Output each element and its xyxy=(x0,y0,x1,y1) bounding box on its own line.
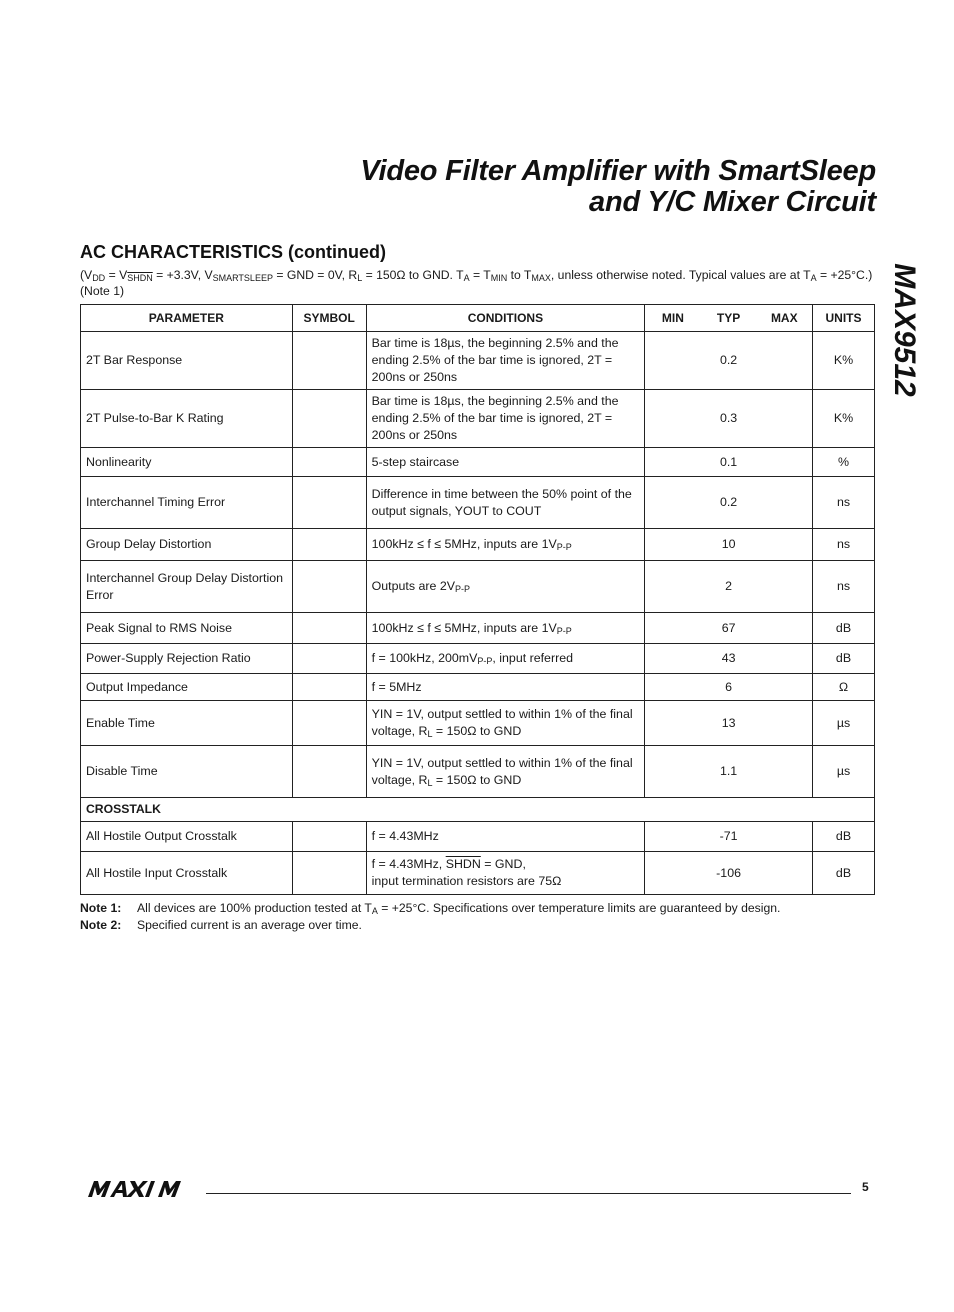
row-parameter: Interchannel Timing Error xyxy=(81,477,293,529)
header-max: MAX xyxy=(757,305,813,332)
row-parameter: 2T Bar Response xyxy=(81,332,293,390)
side-part-label: MAX9512 xyxy=(888,263,921,397)
footer-divider xyxy=(206,1193,851,1194)
row-symbol xyxy=(292,529,366,561)
header-conditions: CONDITIONS xyxy=(366,305,645,332)
row-symbol xyxy=(292,561,366,613)
row-units: K% xyxy=(813,332,875,390)
row-conditions: Bar time is 18µs, the beginning 2.5% and the ending 2.5% of the bar time is ignored, 2T = 200ns or 250ns xyxy=(366,390,645,448)
row-symbol xyxy=(292,613,366,644)
table-row xyxy=(81,448,875,477)
row-symbol xyxy=(292,644,366,674)
row-symbol xyxy=(292,701,366,746)
row-symbol xyxy=(292,332,366,390)
row-typ: 67 xyxy=(645,613,813,644)
table-header-row xyxy=(81,305,875,332)
row-typ: -106 xyxy=(645,852,813,895)
maxim-logo-icon xyxy=(84,1180,196,1198)
row-conditions: f = 4.43MHz, SHDN = GND, input termination resistors are 75Ω xyxy=(366,852,645,895)
row-parameter: Nonlinearity xyxy=(81,448,293,477)
row-typ: -71 xyxy=(645,822,813,852)
table-row xyxy=(81,746,875,798)
crosstalk-section-row xyxy=(81,798,875,822)
row-conditions: 100kHz ≤ f ≤ 5MHz, inputs are $1V_{P-P}$ xyxy=(366,529,645,561)
header-min: MIN xyxy=(645,305,701,332)
header-units: UNITS xyxy=(813,305,875,332)
row-typ: 0.3 xyxy=(645,390,813,448)
row-typ: 1.1 xyxy=(645,746,813,798)
row-units: ns xyxy=(813,477,875,529)
row-parameter: Interchannel Group Delay Distortion Error xyxy=(81,561,293,613)
row-conditions: f = 5MHz xyxy=(366,674,645,701)
row-units: ns xyxy=(813,529,875,561)
row-units: dB xyxy=(813,852,875,895)
row-symbol xyxy=(292,822,366,852)
row-parameter: All Hostile Output Crosstalk xyxy=(81,822,293,852)
table-row xyxy=(81,701,875,746)
row-parameter: Power-Supply Rejection Ratio xyxy=(81,644,293,674)
table-row xyxy=(81,644,875,674)
header-symbol: SYMBOL xyxy=(292,305,366,332)
note-2: Note 2: Specified current is an average over time. xyxy=(80,918,362,932)
row-units: dB xyxy=(813,822,875,852)
row-units: ns xyxy=(813,561,875,613)
row-symbol xyxy=(292,390,366,448)
table-row xyxy=(81,674,875,701)
header-typ: TYP xyxy=(701,305,757,332)
row-parameter: Peak Signal to RMS Noise xyxy=(81,613,293,644)
side-part-number xyxy=(884,250,924,410)
row-symbol xyxy=(292,448,366,477)
row-typ: 10 xyxy=(645,529,813,561)
row-conditions: 5-step staircase xyxy=(366,448,645,477)
section-heading: AC CHARACTERISTICS (continued) xyxy=(80,242,386,262)
row-units: dB xyxy=(813,644,875,674)
row-conditions: Bar time is 18µs, the beginning 2.5% and the ending 2.5% of the bar time is ignored, 2T = 200ns or 250ns xyxy=(366,332,645,390)
row-conditions: f = 4.43MHz xyxy=(366,822,645,852)
document-title xyxy=(360,156,876,218)
header-parameter: PARAMETER xyxy=(81,305,293,332)
row-typ: 0.1 xyxy=(645,448,813,477)
table-row xyxy=(81,852,875,895)
ac-characteristics-table xyxy=(80,304,875,895)
row-parameter: Group Delay Distortion xyxy=(81,529,293,561)
title-line-2: and Y/C Mixer Circuit xyxy=(589,186,876,218)
crosstalk-heading: CROSSTALK xyxy=(81,798,875,822)
row-parameter: 2T Pulse-to-Bar K Rating xyxy=(81,390,293,448)
row-units: K% xyxy=(813,390,875,448)
row-typ: 6 xyxy=(645,674,813,701)
row-symbol xyxy=(292,852,366,895)
note-1: Note 1: All devices are 100% production tested at $T_A = +25^\circ C$. Specifications over temperature limits are guaranteed by design. xyxy=(80,901,781,916)
row-units: µs xyxy=(813,746,875,798)
table-row xyxy=(81,529,875,561)
title-line-1: Video Filter Amplifier with SmartSleep xyxy=(360,155,876,187)
table-row xyxy=(81,390,875,448)
row-conditions: 100kHz ≤ f ≤ 5MHz, inputs are $1V_{P-P}$ xyxy=(366,613,645,644)
table-row xyxy=(81,822,875,852)
row-units: dB xyxy=(813,613,875,644)
row-parameter: Disable Time xyxy=(81,746,293,798)
row-parameter: All Hostile Input Crosstalk xyxy=(81,852,293,895)
row-symbol xyxy=(292,674,366,701)
row-conditions: f = 100kHz, $200mV_{P-P}$, input referred xyxy=(366,644,645,674)
row-symbol xyxy=(292,477,366,529)
table-row xyxy=(81,332,875,390)
test-conditions: ($V_{DD} = V_{SHDN} = +3.3V$, $V_{SMARTSLEEP}$ = GND = 0V, $R_L = 150\Omega$ to GND. $T_A = T_{MIN}$ to $T_{MAX}$, unless otherwise noted. Typical values are at $T_A = +25^\circ C$.) (Note 1) xyxy=(80,268,873,298)
row-parameter: Output Impedance xyxy=(81,674,293,701)
row-conditions: Outputs are $2V_{P-P}$ xyxy=(366,561,645,613)
row-typ: 2 xyxy=(645,561,813,613)
row-conditions: YIN = 1V, output settled to within 1% of the final voltage, $R_L = 150\Omega$ to GND xyxy=(366,746,645,798)
notes xyxy=(80,900,780,934)
row-conditions: YIN = 1V, output settled to within 1% of the final voltage, $R_L = 150\Omega$ to GND xyxy=(366,701,645,746)
row-units: µs xyxy=(813,701,875,746)
row-symbol xyxy=(292,746,366,798)
page-number: 5 xyxy=(862,1180,869,1194)
row-conditions: Difference in time between the 50% point of the output signals, YOUT to COUT xyxy=(366,477,645,529)
row-typ: 13 xyxy=(645,701,813,746)
row-typ: 0.2 xyxy=(645,477,813,529)
table-row xyxy=(81,561,875,613)
row-units: % xyxy=(813,448,875,477)
table-row xyxy=(81,477,875,529)
row-typ: 43 xyxy=(645,644,813,674)
row-units: Ω xyxy=(813,674,875,701)
table-row xyxy=(81,613,875,644)
row-parameter: Enable Time xyxy=(81,701,293,746)
row-typ: 0.2 xyxy=(645,332,813,390)
